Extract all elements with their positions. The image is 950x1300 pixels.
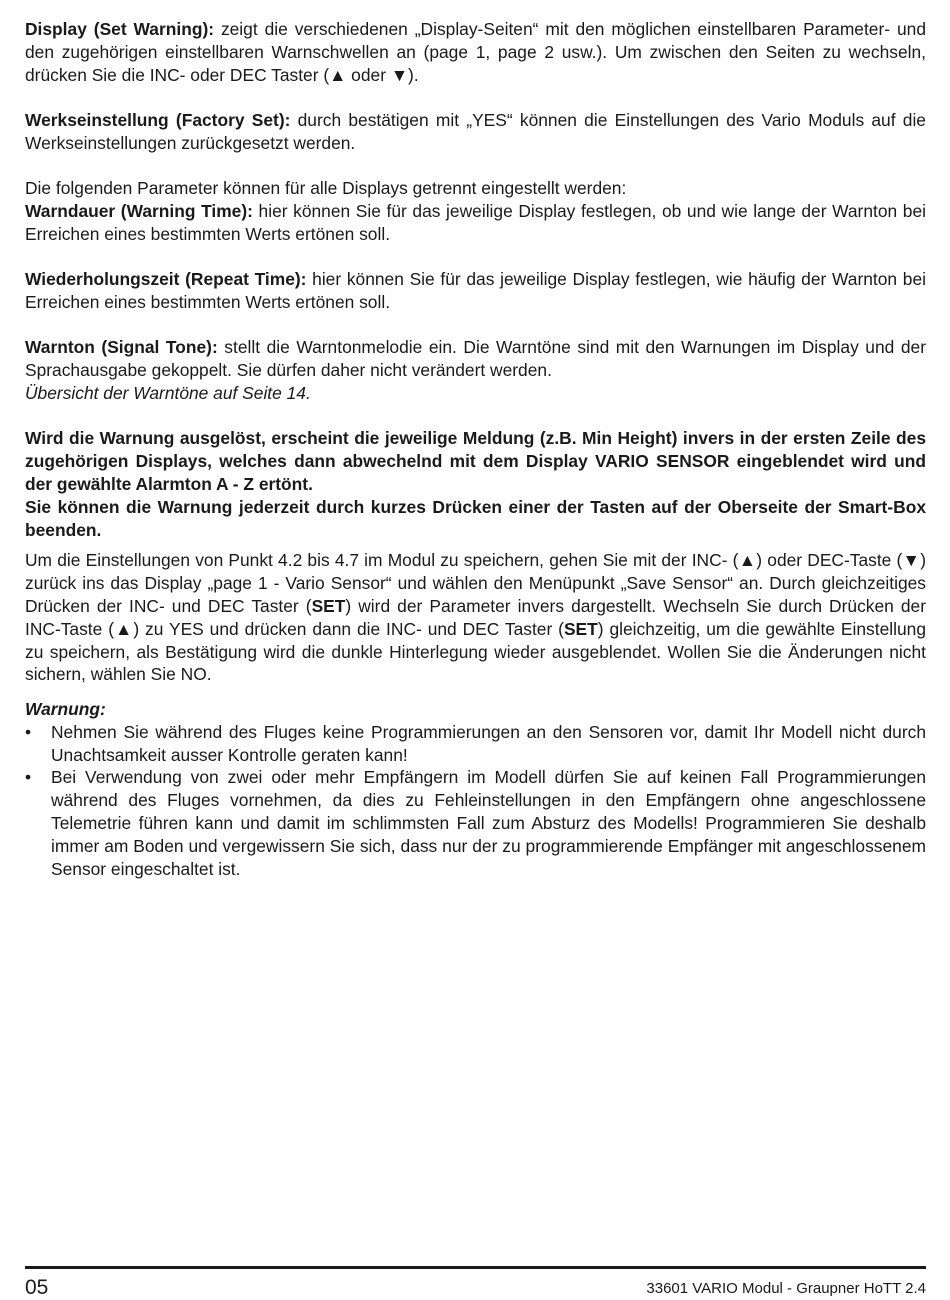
term-warning-time: Warndauer (Warning Time): — [25, 200, 253, 221]
set-keyword: SET — [311, 595, 346, 616]
paragraph-factory-set — [25, 109, 926, 155]
paragraph-display-set-warning — [25, 18, 926, 86]
text-parameters-intro: Die folgenden Parameter können für alle Displays getrennt eingestellt werden: — [25, 178, 627, 199]
paragraph-save-settings — [25, 549, 926, 686]
term-repeat-time: Wiederholungszeit (Repeat Time): — [25, 269, 307, 290]
paragraph-repeat-time — [25, 268, 926, 314]
save-settings-text-c: ) gleichzeitig, um die gewählte Einstellung zu speichern, als Bestätigung wird die dunkle Hinterlegung wieder ausgeblendet. Wollen Sie die Änderungen nicht sichern, wählen Sie NO. — [25, 618, 926, 685]
alarm-dismiss-text: Sie können die Warnung jederzeit durch kurzes Drücken einer der Tasten auf der Oberseite der Smart-Box beenden. — [25, 496, 926, 540]
reference-text: Übersicht der Warntöne auf Seite 14. — [25, 382, 311, 403]
paragraph-alarm-notice — [25, 427, 926, 495]
document-body — [25, 18, 926, 880]
page-number: 05 — [25, 1276, 49, 1299]
paragraph-alarm-dismiss — [25, 496, 926, 542]
text-warning-time: hier können Sie für das jeweilige Display festlegen, ob und wie lange der Warnton bei Erreichen eines bestimmten Werts ertönen soll. — [25, 200, 926, 244]
warning-heading: Warnung: — [25, 699, 106, 720]
term-factory-set: Werkseinstellung (Factory Set): — [25, 109, 291, 130]
text-signal-tone: stellt die Warntonmelodie ein. Die Warntöne sind mit den Warnungen im Display und der Sprachausgabe gekoppelt. Sie dürfen daher nicht verändert werden. — [25, 337, 926, 381]
document-title: 33601 VARIO Modul - Graupner HoTT 2.4 — [646, 1280, 926, 1297]
term-display-set-warning: Display (Set Warning): — [25, 19, 215, 39]
warning-tones-reference — [25, 382, 926, 405]
text-factory-set: durch bestätigen mit „YES“ können die Einstellungen des Vario Moduls auf die Werkseinstellungen zurückgesetzt werden. — [25, 109, 926, 153]
save-settings-text-a: Um die Einstellungen von Punkt 4.2 bis 4.7 im Modul zu speichern, gehen Sie mit der INC- (▲) oder DEC-Taste (▼) zurück ins das Display „page 1 - Vario Sensor“ und wählen den Menüpunkt „Save Sensor“ an. Durch gleichzeitiges Drücken der INC- und DEC Taster ( — [25, 550, 926, 616]
footer-divider — [25, 1266, 926, 1269]
text-repeat-time: hier können Sie für das jeweilige Display festlegen, wie häufig der Warnton bei Erreichen eines bestimmten Werts ertönen soll. — [25, 269, 926, 312]
paragraph-signal-tone — [25, 336, 926, 382]
set-keyword: SET — [563, 618, 598, 639]
warning-list — [25, 721, 926, 881]
warning-list-item: • Bei Verwendung von zwei oder mehr Empfängern im Modell dürfen Sie auf keinen Fall Programmierungen während des Fluges vornehmen, da dies zu Fehleinstellungen in den Empfängern ohne angeschlossene Telemetrie führen kann und damit im schlimmsten Fall zum Absturz des Modells! Programmieren Sie deshalb immer am Boden und vergewissern Sie sich, dass nur der zu programmierende Empfänger mit angeschlossenem Sensor eingeschaltet ist. — [25, 766, 926, 880]
text-display-set-warning: zeigt die verschiedenen „Display-Seiten“ mit den möglichen einstellbaren Parameter- und den zugehörigen einstellbaren Warnschwellen an (page 1, page 2 usw.). Um zwischen den Seiten zu wechseln, drücken Sie die INC- oder DEC Taster (▲ oder ▼). — [25, 19, 926, 85]
paragraph-parameters-intro — [25, 177, 926, 200]
paragraph-warning-time — [25, 200, 926, 246]
alarm-notice-text: Wird die Warnung ausgelöst, erscheint die jeweilige Meldung (z.B. Min Height) invers in der ersten Zeile des zugehörigen Displays, welches dann abwechelnd mit dem Display VARIO SENSOR eingeblendet wird und der gewählte Alarmton A - Z ertönt. — [25, 428, 926, 494]
term-signal-tone: Warnton (Signal Tone): — [25, 337, 218, 358]
save-settings-text-b: ) wird der Parameter invers dargestellt. Wechseln Sie durch Drücken der INC-Taste (▲) zu YES und drücken dann die INC- und DEC Taster ( — [25, 595, 926, 639]
warning-list-item: • Nehmen Sie während des Fluges keine Programmierungen an den Sensoren vor, damit Ihr Modell nicht durch Unachtsamkeit ausser Kontrolle geraten kann! — [25, 721, 926, 767]
